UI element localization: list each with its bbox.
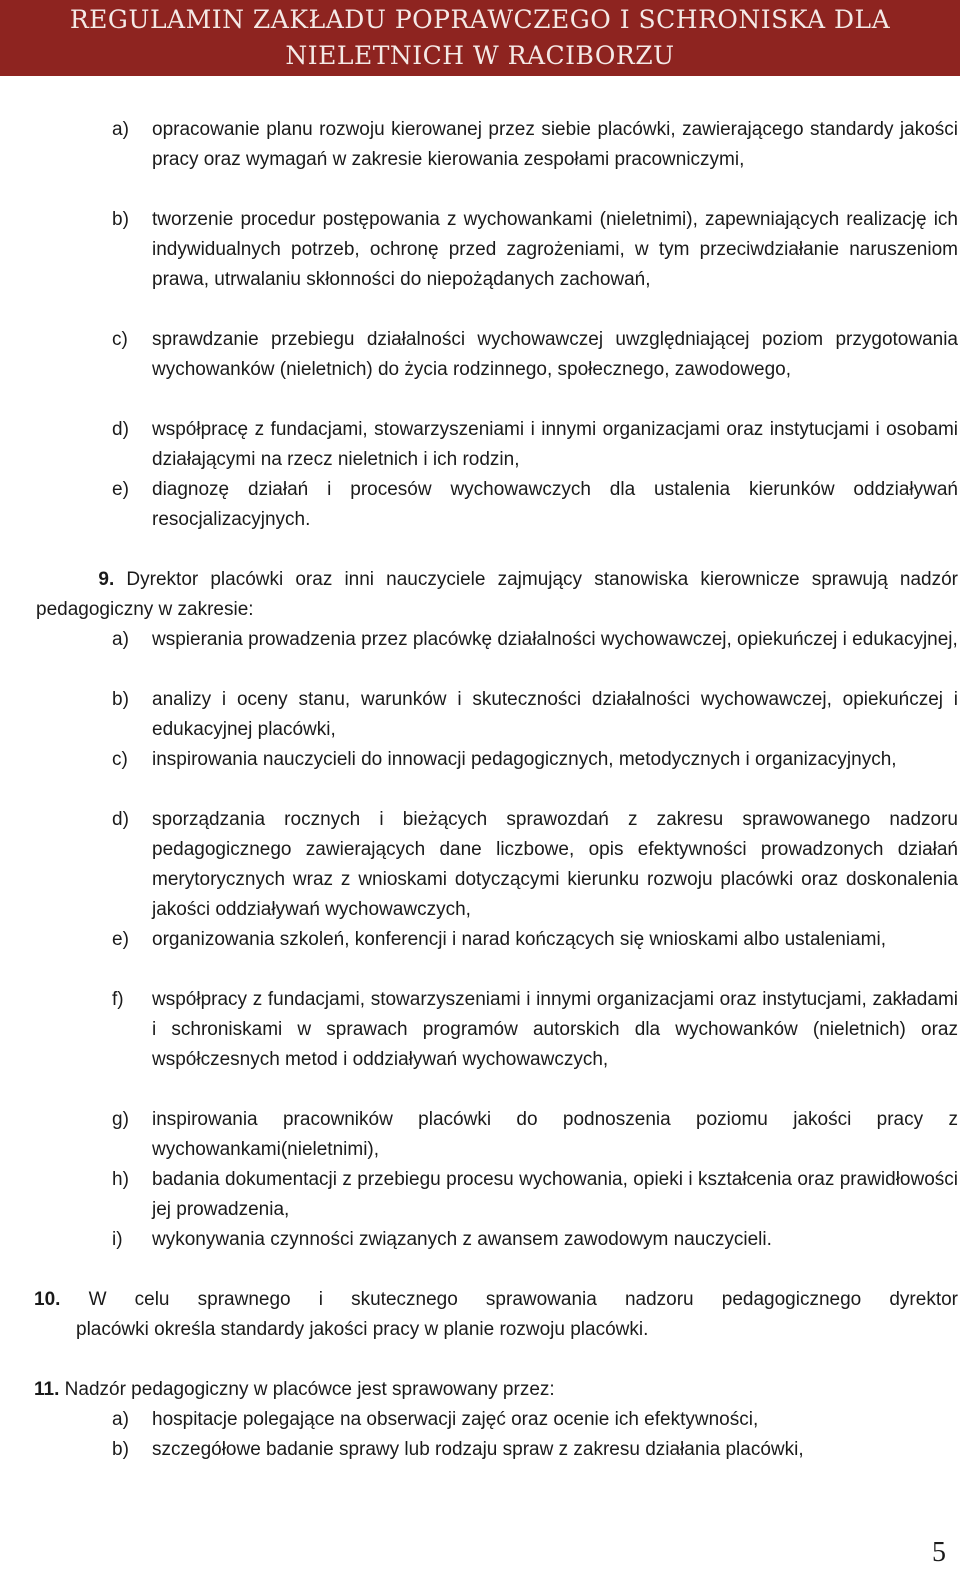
header-line-1: REGULAMIN ZAKŁADU POPRAWCZEGO I SCHRONISKA DLA — [69, 5, 891, 34]
list-item — [112, 685, 958, 745]
section-9 — [36, 565, 958, 625]
section-10-continuation — [76, 1315, 958, 1345]
list-item — [112, 475, 958, 535]
list-item-text: sprawdzanie przebiegu działalności wychowawczej uwzględniającej poziom przygotowania wychowanków (nieletnich) do życia rodzinnego, społecznego, zawodowego, — [152, 329, 958, 380]
list-item-text: wspierania prowadzenia przez placówkę działalności wychowawczej, opiekuńczej i edukacyjnej, — [152, 629, 958, 650]
list-item-label: c) — [112, 749, 128, 770]
list-item-text: współpracę z fundacjami, stowarzyszeniami i innymi organizacjami oraz instytucjami i osobami działającymi na rzecz nieletnich i ich rodzin, — [152, 419, 958, 470]
list-item-text: szczegółowe badanie sprawy lub rodzaju spraw z zakresu działania placówki, — [152, 1439, 804, 1460]
list-item-label: b) — [112, 1439, 129, 1460]
section-intro-text: Dyrektor placówki oraz inni nauczyciele zajmujący stanowiska kierownicze sprawują nadzór pedagogiczny w zakresie: — [36, 569, 958, 620]
list-item-label: d) — [112, 809, 129, 830]
section-intro-text: Nadzór pedagogiczny w placówce jest sprawowany przez: — [59, 1379, 555, 1400]
list-item — [112, 205, 958, 295]
section-number: 9. — [98, 569, 115, 590]
section-text-line-2: placówki określa standardy jakości pracy w planie rozwoju placówki. — [76, 1319, 649, 1340]
list-item-text: badania dokumentacji z przebiegu procesu wychowania, opieki i kształcenia oraz prawidłowości jej prowadzenia, — [152, 1169, 958, 1220]
list-item — [112, 1105, 958, 1165]
list-item — [112, 325, 958, 385]
document-header — [0, 0, 960, 76]
header-line-2: NIELETNICH W RACIBORZU — [285, 41, 675, 70]
section-10 — [34, 1285, 958, 1315]
list-item-label: i) — [112, 1229, 123, 1250]
list-item — [112, 1165, 958, 1225]
list-item-text: organizowania szkoleń, konferencji i narad kończących się wnioskami albo ustaleniami, — [152, 929, 886, 950]
list-item-label: a) — [112, 629, 129, 650]
list-item-label: b) — [112, 689, 129, 710]
list-item-label: b) — [112, 209, 129, 230]
list-item — [112, 115, 958, 175]
list-item-label: c) — [112, 329, 128, 350]
list-item — [112, 925, 958, 955]
list-item — [112, 625, 958, 655]
list-item — [112, 1405, 958, 1435]
page-number: 5 — [932, 1537, 946, 1568]
list-item-text: opracowanie planu rozwoju kierowanej przez siebie placówki, zawierającego standardy jakości pracy oraz wymagań w zakresie kierowania zespołami pracowniczymi, — [152, 119, 958, 170]
list-item — [112, 1435, 958, 1465]
section-text-line-1: W celu sprawnego i skutecznego sprawowania nadzoru pedagogicznego dyrektor — [60, 1289, 958, 1310]
list-item — [112, 985, 958, 1075]
list-item-text: współpracy z fundacjami, stowarzyszeniami i innymi organizacjami oraz instytucjami, zakładami i schroniskami w sprawach programów autorskich dla wychowanków (nieletnich) oraz współczesnych metod i oddziaływań wychowawczych, — [152, 989, 958, 1070]
list-item-label: f) — [112, 989, 124, 1010]
list-item — [112, 745, 958, 775]
section-number: 11. — [34, 1379, 60, 1400]
list-item-label: h) — [112, 1169, 129, 1190]
list-item-label: e) — [112, 479, 129, 500]
list-item — [112, 805, 958, 925]
list-item-text: inspirowania nauczycieli do innowacji pedagogicznych, metodycznych i organizacyjnych, — [152, 749, 897, 770]
list-item-text: sporządzania rocznych i bieżących sprawozdań z zakresu sprawowanego nadzoru pedagogicznego zawierających dane liczbowe, opis efektywności prowadzonych działań merytorycznych wraz z wnioskami dotyczącymi kierunku rozwoju placówki oraz doskonalenia jakości oddziaływań wychowawczych, — [152, 809, 958, 920]
list-item-text: hospitacje polegające na obserwacji zajęć oraz ocenie ich efektywności, — [152, 1409, 759, 1430]
section-number: 10. — [34, 1289, 61, 1310]
list-item-text: inspirowania pracowników placówki do podnoszenia poziomu jakości pracy z wychowankami(nieletnimi), — [152, 1109, 958, 1160]
list-item-label: d) — [112, 419, 129, 440]
list-item-label: a) — [112, 119, 129, 140]
list-item-text: tworzenie procedur postępowania z wychowankami (nieletnimi), zapewniających realizację ich indywidualnych potrzeb, ochronę przed zagrożeniami, w tym przeciwdziałanie naruszeniom prawa, utrwalaniu skłonności do niepożądanych zachowań, — [152, 209, 958, 290]
section-11 — [34, 1375, 958, 1405]
list-item-text: diagnozę działań i procesów wychowawczych dla ustalenia kierunków oddziaływań resocjalizacyjnych. — [152, 479, 958, 530]
list-item — [112, 1225, 958, 1255]
list-item-label: g) — [112, 1109, 129, 1130]
list-item-text: analizy i oceny stanu, warunków i skuteczności działalności wychowawczej, opiekuńczej i edukacyjnej placówki, — [152, 689, 958, 740]
list-item-label: e) — [112, 929, 129, 950]
list-item-text: wykonywania czynności związanych z awansem zawodowym nauczycieli. — [152, 1229, 772, 1250]
list-item — [112, 415, 958, 475]
list-item-label: a) — [112, 1409, 129, 1430]
